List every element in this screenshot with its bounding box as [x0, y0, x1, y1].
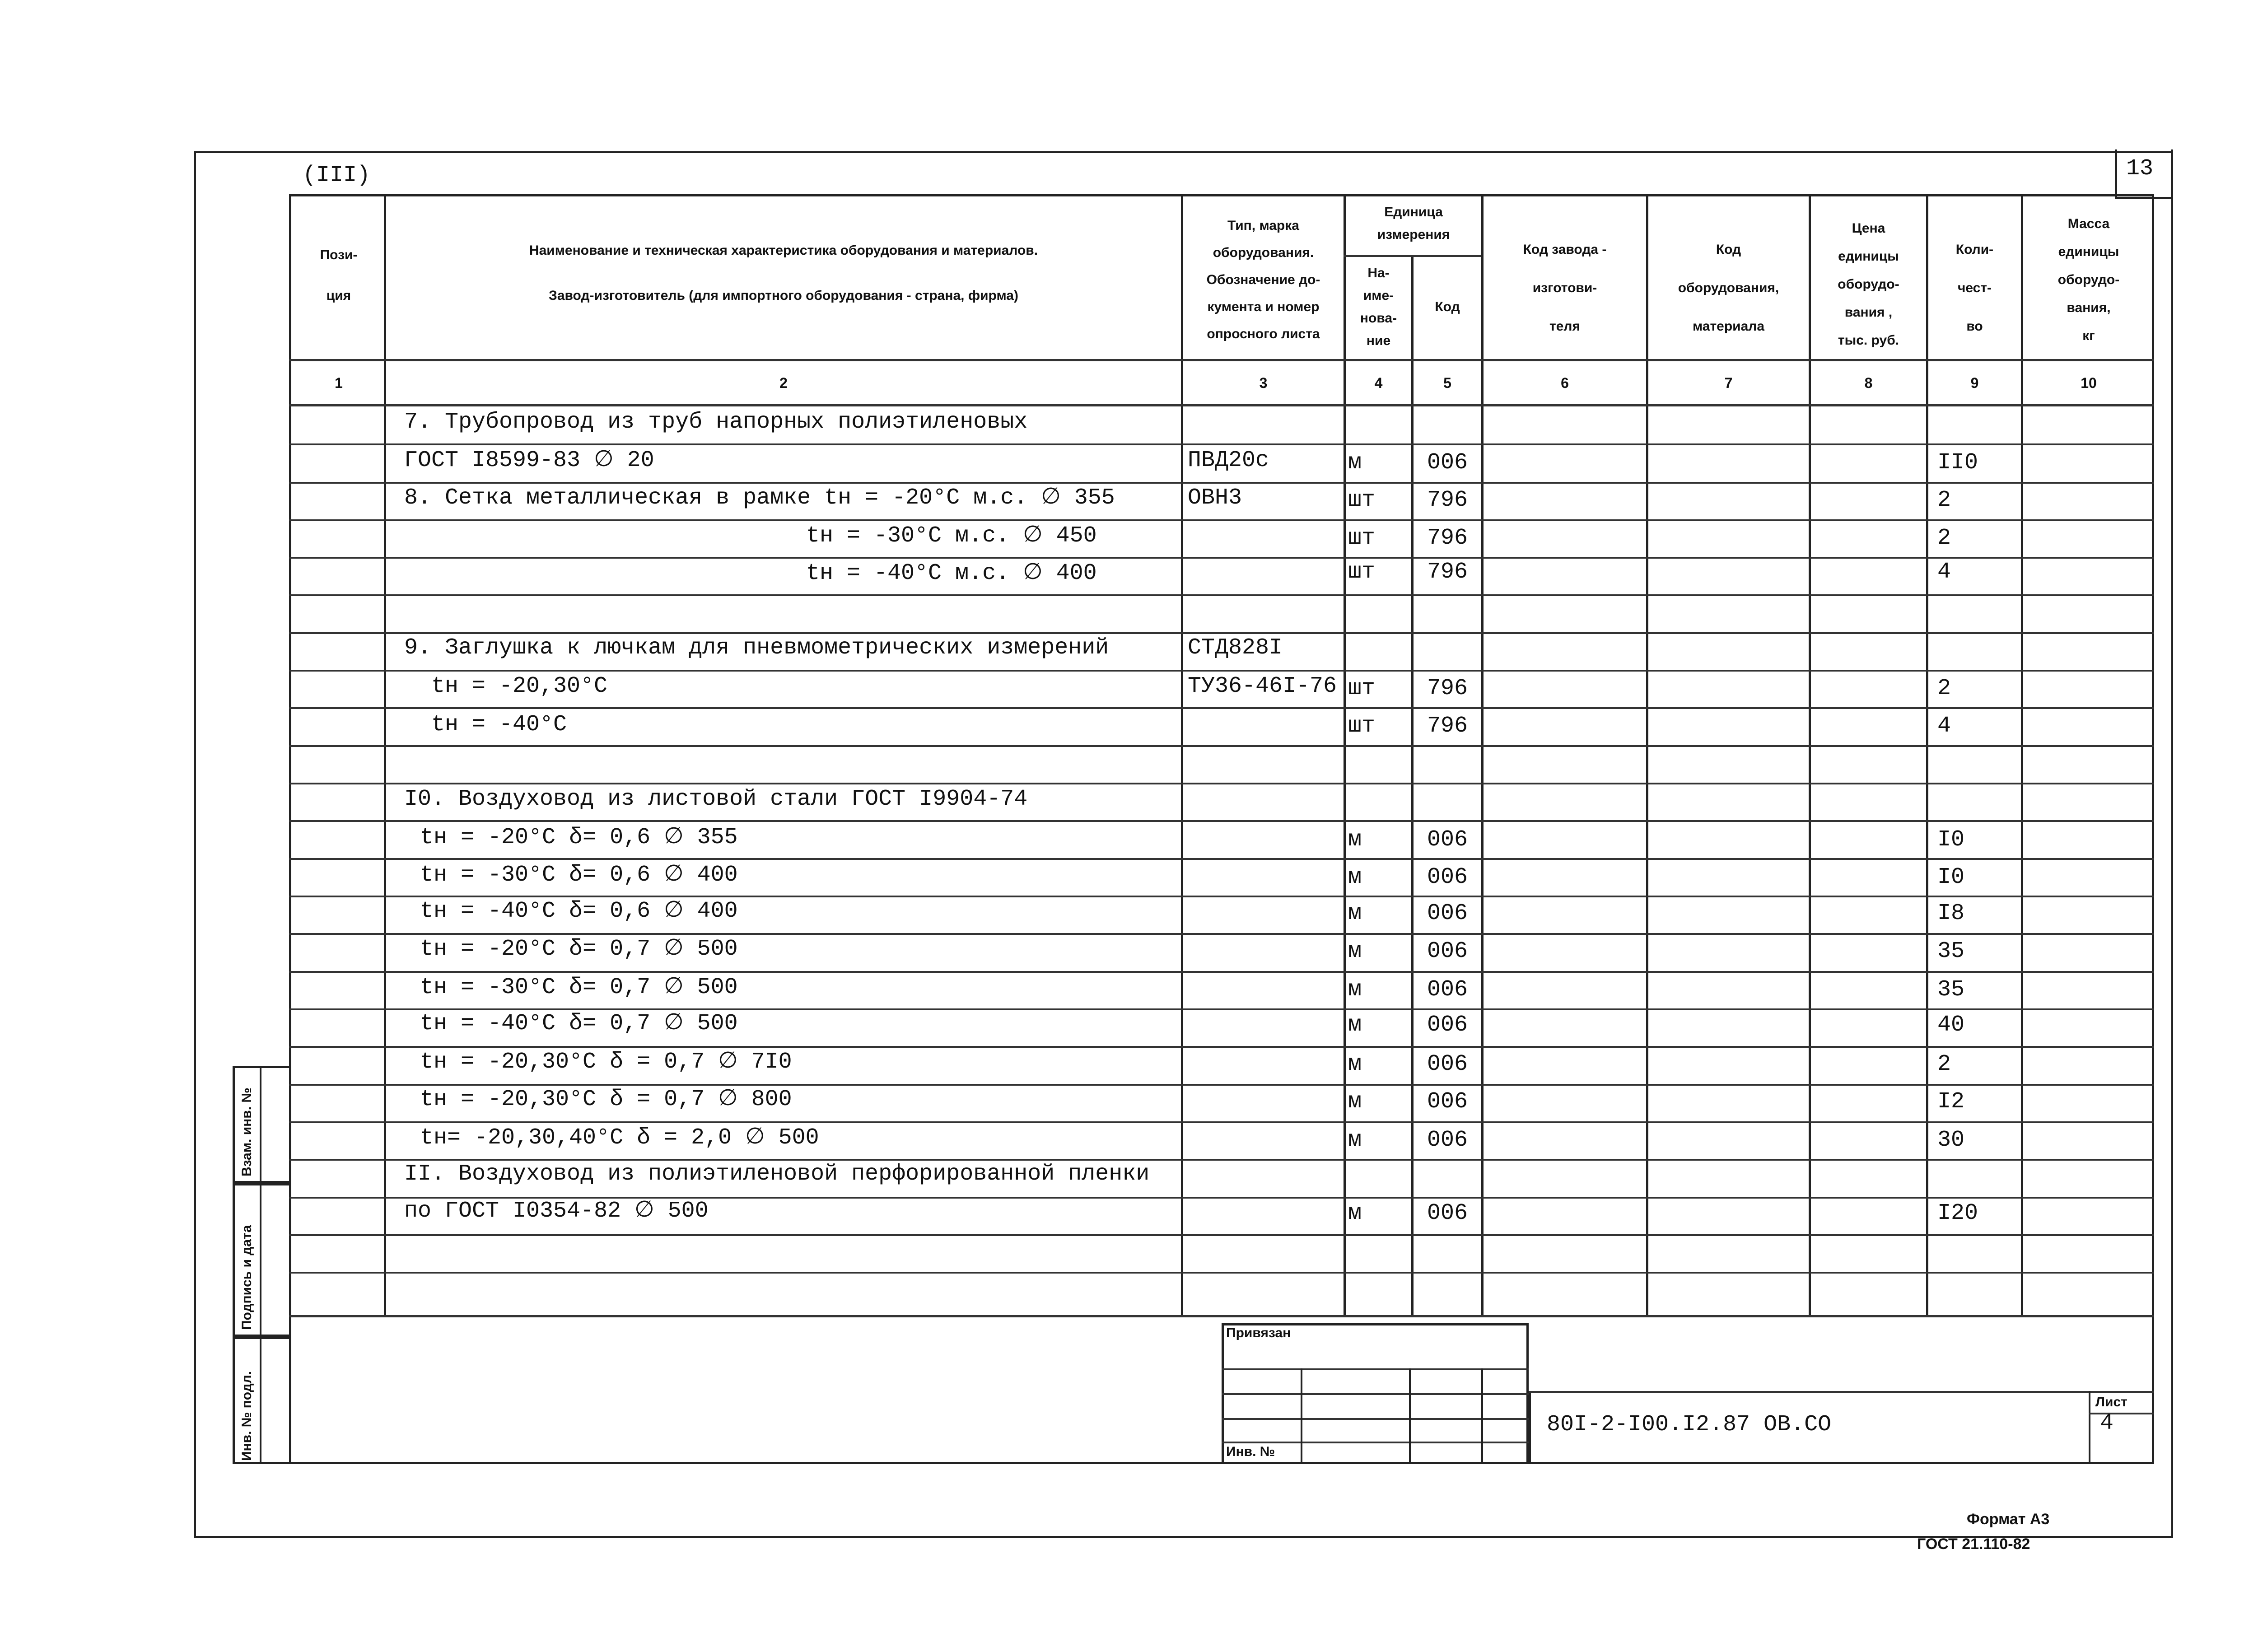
- item-qty: 4: [1937, 713, 1951, 739]
- header-divider: [289, 404, 2154, 406]
- item-unit: шт: [1348, 525, 1376, 551]
- column-number: 1: [335, 375, 343, 391]
- header-equip-code: Код оборудования, материала: [1678, 242, 1779, 334]
- col-divider: [1926, 194, 1928, 1316]
- item-unit: м: [1348, 827, 1362, 853]
- row-divider: [289, 783, 2154, 784]
- item-name: tн = -20,30°С δ = 0,7 ∅ 800: [420, 1087, 792, 1112]
- item-type: СТД828I: [1188, 635, 1283, 661]
- item-code: 006: [1427, 827, 1468, 853]
- item-code: 796: [1427, 676, 1468, 701]
- item-unit: м: [1348, 1089, 1362, 1115]
- item-code: 006: [1427, 901, 1468, 926]
- item-qty: 2: [1937, 487, 1951, 513]
- column-number: 6: [1561, 375, 1569, 391]
- row-divider: [289, 707, 2154, 709]
- item-name: 8. Сетка металлическая в рамке tн = -20°С м.с. ∅ 355: [404, 485, 1115, 511]
- item-name: tн = -40°С м.с. ∅ 400: [806, 560, 1097, 586]
- item-code: 006: [1427, 1089, 1468, 1115]
- stamp-line: [2089, 1413, 2154, 1414]
- item-code: 006: [1427, 977, 1468, 1003]
- item-name: tн = -30°С δ= 0,6 ∅ 400: [420, 862, 738, 888]
- item-name: II. Воздуховод из полиэтиленовой перфорированной пленки: [404, 1161, 1150, 1187]
- header-mass: Масса единицы оборудо- вания, кг: [2057, 216, 2120, 343]
- gost-label: ГОСТ 21.110-82: [1917, 1535, 2030, 1553]
- row-divider: [289, 1121, 2154, 1123]
- item-unit: м: [1348, 1127, 1362, 1153]
- col-divider: [1481, 194, 1484, 1316]
- stamp-line: [1529, 1391, 2154, 1393]
- header-divider: [1344, 255, 1481, 257]
- header-name: Наименование и техническая характеристика оборудования и материалов. Завод-изготовитель (для импортного оборудования - страна, фирма): [529, 243, 1038, 303]
- item-unit: м: [1348, 864, 1362, 890]
- item-code: 006: [1427, 450, 1468, 476]
- row-divider: [289, 443, 2154, 445]
- item-name: tн = -40°С δ= 0,7 ∅ 500: [420, 1011, 738, 1036]
- column-number: 4: [1374, 375, 1383, 391]
- row-divider: [289, 1234, 2154, 1236]
- item-name: по ГОСТ I0354-82 ∅ 500: [404, 1198, 709, 1224]
- item-unit: м: [1348, 977, 1362, 1003]
- item-qty: 2: [1937, 1051, 1951, 1077]
- item-name: tн = -30°С м.с. ∅ 450: [806, 523, 1097, 549]
- item-name: tн = -20,30°С: [431, 673, 608, 699]
- item-name: tн = -40°С: [431, 712, 567, 737]
- stamp-line: [2089, 1391, 2090, 1464]
- item-unit: м: [1348, 938, 1362, 964]
- stamp-line: [1481, 1368, 1483, 1464]
- row-divider: [289, 745, 2154, 747]
- side-label-podpis: Подпись и дата: [239, 1225, 254, 1330]
- item-qty: 35: [1937, 977, 1965, 1003]
- column-number: 9: [1970, 375, 1979, 391]
- col-divider: [1411, 255, 1414, 1316]
- header-type: Тип, марка оборудования. Обозначение до- кумента и номер опросного листа: [1206, 218, 1320, 341]
- item-qty: 35: [1937, 938, 1965, 964]
- row-divider: [289, 594, 2154, 596]
- column-number: 10: [2081, 375, 2097, 391]
- item-qty: I8: [1937, 901, 1965, 926]
- item-unit: м: [1348, 1200, 1362, 1226]
- item-code: 796: [1427, 713, 1468, 739]
- item-name: tн = -30°С δ= 0,7 ∅ 500: [420, 975, 738, 1000]
- column-number: 8: [1864, 375, 1873, 391]
- column-number: 5: [1443, 375, 1451, 391]
- item-unit: шт: [1348, 713, 1376, 739]
- item-code: 796: [1427, 487, 1468, 513]
- item-qty: I0: [1937, 827, 1965, 853]
- item-qty: I0: [1937, 864, 1965, 890]
- item-qty: 2: [1937, 525, 1951, 551]
- header-maker-code: Код завода - изготови- теля: [1523, 242, 1607, 334]
- item-type: ОВН3: [1188, 485, 1242, 511]
- row-divider: [289, 557, 2154, 559]
- side-label-inv: Инв. № подл.: [239, 1371, 254, 1461]
- header-divider: [289, 359, 2154, 361]
- col-divider: [1344, 194, 1346, 1316]
- item-qty: 40: [1937, 1012, 1965, 1038]
- col-divider: [1646, 194, 1648, 1316]
- item-name: tн = -20°С δ= 0,6 ∅ 355: [420, 825, 738, 850]
- document-code: 80I-2-I00.I2.87 ОВ.СО: [1547, 1412, 1832, 1437]
- item-code: 796: [1427, 559, 1468, 585]
- item-name: tн = -40°С δ= 0,6 ∅ 400: [420, 898, 738, 924]
- item-unit: шт: [1348, 559, 1376, 585]
- row-divider: [289, 896, 2154, 897]
- stamp-line: [1301, 1368, 1302, 1464]
- row-divider: [289, 1046, 2154, 1048]
- row-divider: [289, 670, 2154, 672]
- item-qty: II0: [1937, 450, 1978, 476]
- header-unit-code: Код: [1435, 299, 1460, 314]
- item-unit: шт: [1348, 676, 1376, 701]
- item-name: tн = -20°С δ= 0,7 ∅ 500: [420, 936, 738, 962]
- row-divider: [289, 933, 2154, 935]
- sheet-number: 13: [2126, 156, 2154, 182]
- row-divider: [289, 632, 2154, 634]
- item-qty: 2: [1937, 676, 1951, 701]
- col-divider: [1181, 194, 1183, 1316]
- item-code: 006: [1427, 1012, 1468, 1038]
- header-unit: Единица измерения: [1377, 205, 1450, 242]
- item-code: 006: [1427, 938, 1468, 964]
- row-divider: [289, 519, 2154, 521]
- row-divider: [289, 820, 2154, 822]
- stamp-inv-label: Инв. №: [1226, 1444, 1275, 1459]
- row-divider: [289, 482, 2154, 484]
- item-type: ПВД20с: [1188, 448, 1269, 473]
- item-unit: м: [1348, 450, 1362, 476]
- list-label: Лист: [2095, 1395, 2127, 1409]
- side-label-vzam: Взам. инв. №: [239, 1087, 254, 1176]
- item-code: 006: [1427, 864, 1468, 890]
- item-code: 006: [1427, 1127, 1468, 1153]
- item-unit: м: [1348, 1051, 1362, 1077]
- col-divider: [2021, 194, 2023, 1316]
- col-divider: [384, 194, 386, 1316]
- stamp-line: [1529, 1391, 1531, 1464]
- row-divider: [289, 1084, 2154, 1086]
- item-name: 7. Трубопровод из труб напорных полиэтиленовых: [404, 409, 1028, 435]
- column-number: 2: [779, 375, 788, 391]
- item-name: tн = -20,30°С δ = 0,7 ∅ 7I0: [420, 1049, 792, 1075]
- row-divider: [289, 971, 2154, 973]
- side-stamp-divider: [260, 1066, 261, 1464]
- item-unit: м: [1348, 901, 1362, 926]
- item-code: 796: [1427, 525, 1468, 551]
- format-label: Формат А3: [1967, 1511, 2050, 1528]
- col-divider: [1809, 194, 1811, 1316]
- list-number: 4: [2100, 1410, 2114, 1436]
- stamp-privyazan-label: Привязан: [1226, 1325, 1291, 1340]
- header-qty: Коли- чест- во: [1955, 242, 1994, 334]
- item-code: 006: [1427, 1051, 1468, 1077]
- item-qty: 30: [1937, 1127, 1965, 1153]
- item-code: 006: [1427, 1200, 1468, 1226]
- column-number: 7: [1724, 375, 1733, 391]
- header-price: Цена единицы оборудо- вания , тыс. руб.: [1838, 221, 1899, 348]
- row-divider: [289, 1315, 2154, 1317]
- row-divider: [289, 1272, 2154, 1274]
- item-unit: м: [1348, 1012, 1362, 1038]
- item-name: ГОСТ I8599-83 ∅ 20: [404, 448, 654, 473]
- stamp-line: [1409, 1368, 1411, 1464]
- item-qty: I20: [1937, 1200, 1978, 1226]
- header-position: Пози- ция: [320, 247, 358, 303]
- item-qty: 4: [1937, 559, 1951, 585]
- item-name: 9. Заглушка к лючкам для пневмометрических измерений: [404, 635, 1109, 661]
- column-number: 3: [1259, 375, 1268, 391]
- item-name: I0. Воздуховод из листовой стали ГОСТ I9904-74: [404, 786, 1028, 812]
- item-type: ТУ36-46I-76: [1188, 673, 1337, 699]
- sheet-label: (III): [303, 163, 371, 188]
- row-divider: [289, 858, 2154, 860]
- header-unit-name: На- име- нова- ние: [1360, 266, 1397, 348]
- item-unit: шт: [1348, 487, 1376, 513]
- item-qty: I2: [1937, 1089, 1965, 1115]
- item-name: tн= -20,30,40°С δ = 2,0 ∅ 500: [420, 1125, 819, 1151]
